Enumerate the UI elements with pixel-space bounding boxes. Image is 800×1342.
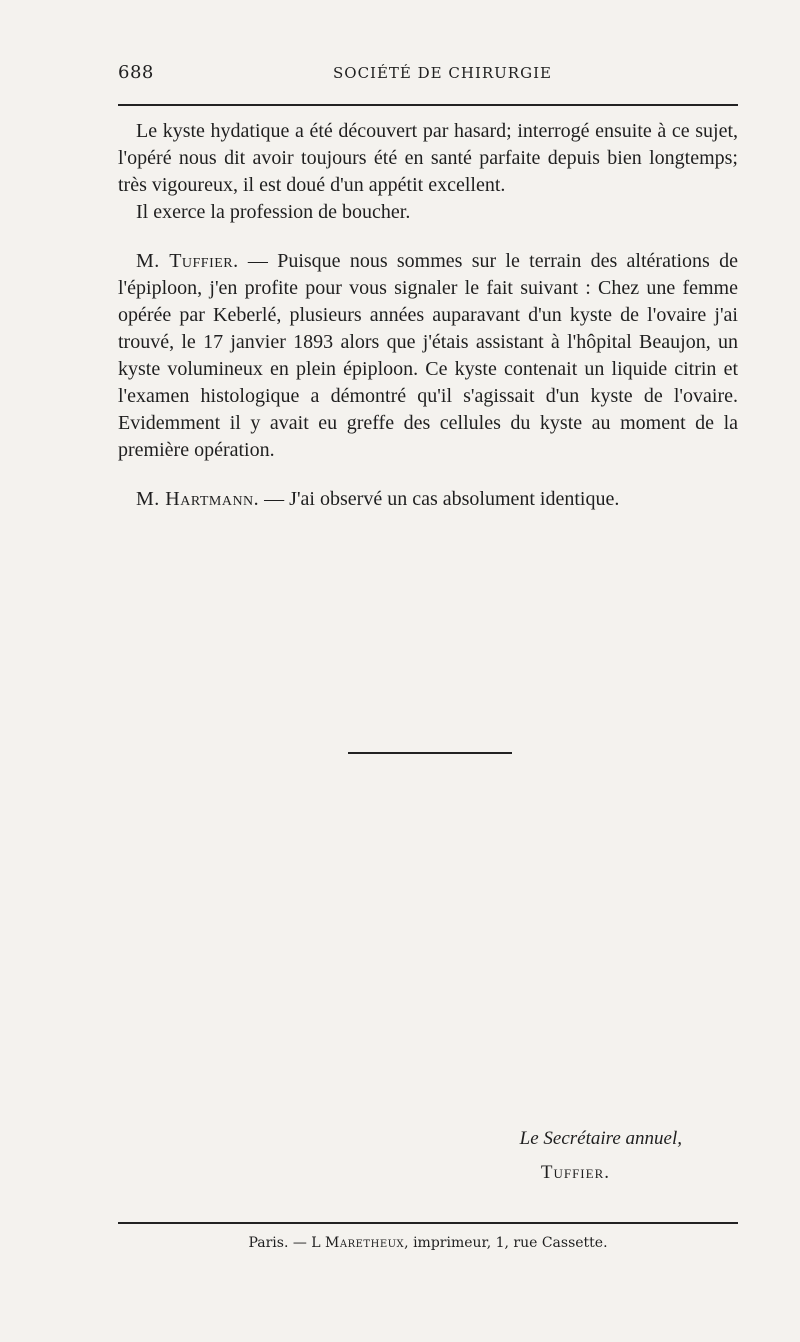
paragraph-text: Le kyste hydatique a été découvert par hasard; interrogé ensuite à ce sujet, l'opéré nous dit avoir toujours été en santé parfaite depuis bien longtemps; très vigoureux, il est doué d'un appétit excellent. xyxy=(118,120,738,196)
paragraph-text: — Puisque nous sommes sur le terrain des altérations de l'épiploon, j'en profite pour vous signaler le fait suivant : Chez une femme opérée par Keberlé, plusieurs années auparavant d'un kyste de l'ovaire j'ai trouvé, le 17 janvier 1893 alors que j'étais assistant à l'hôpital Beaujon, un kyste volumineux en plein épiploon. Ce kyste contenait un liquide citrin et l'examen histologique a démontré qu'il s'agissait d'un kyste de l'ovaire. Evidemment il y avait eu greffe des cellules du kyste au moment de la première opération. xyxy=(118,250,738,461)
signature-block xyxy=(520,1122,682,1190)
paragraph-text: Il exerce la profession de boucher. xyxy=(136,201,411,223)
paragraph xyxy=(118,199,738,226)
speaker-name: M. Hartmann. xyxy=(136,488,260,510)
body-text xyxy=(118,118,738,513)
imprint-prefix: Paris. — L xyxy=(248,1235,326,1251)
imprint-printer: Maretheux xyxy=(325,1235,405,1251)
imprint-suffix: , imprimeur, 1, rue Cassette. xyxy=(404,1235,608,1251)
paragraph-gap xyxy=(118,226,738,248)
speaker-name: M. Tuffier. xyxy=(136,250,239,272)
section-divider xyxy=(348,752,512,754)
paragraph-text: — J'ai observé un cas absolument identique. xyxy=(259,488,620,510)
paragraph xyxy=(118,486,738,513)
running-title: SOCIÉTÉ DE CHIRURGIE xyxy=(333,64,552,82)
signature-title: Le Secrétaire annuel, xyxy=(519,1128,682,1149)
signature-name: Tuffier. xyxy=(540,1162,610,1183)
paragraph xyxy=(118,118,738,199)
header-rule xyxy=(118,104,738,106)
paragraph-gap xyxy=(118,464,738,486)
footer-rule xyxy=(118,1222,738,1224)
imprint-line xyxy=(118,1235,738,1251)
page-number: 688 xyxy=(118,62,154,83)
paragraph xyxy=(118,248,738,464)
